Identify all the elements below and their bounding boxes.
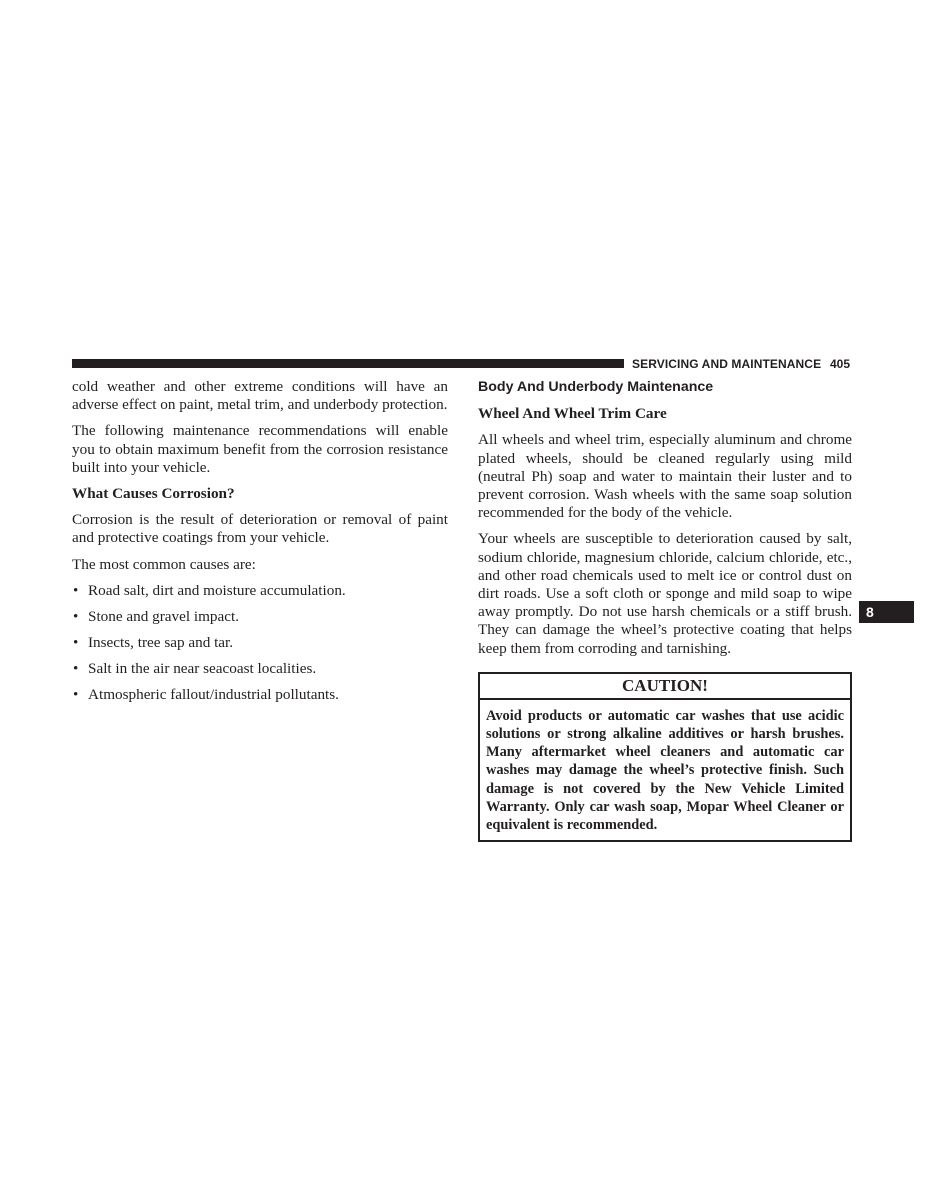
- list-item-text: Salt in the air near seacoast localities.: [88, 659, 317, 677]
- list-item: [72, 660, 448, 678]
- list-item-text: Atmospheric fallout/industrial pollutants.: [88, 685, 339, 703]
- bullet-icon: •: [73, 685, 79, 703]
- list-item-text: Insects, tree sap and tar.: [88, 633, 234, 651]
- section-heading: Body And Underbody Maintenance: [478, 379, 714, 395]
- bullet-icon: •: [73, 581, 79, 599]
- bullet-icon: •: [73, 607, 79, 625]
- wheel-care-subheading: Wheel And Wheel Trim Care: [478, 405, 667, 423]
- what-causes-corrosion-heading: What Causes Corrosion?: [72, 485, 235, 503]
- caution-title: CAUTION!: [480, 674, 850, 700]
- list-item-text: Stone and gravel impact.: [88, 607, 239, 625]
- list-item-text: Road salt, dirt and moisture accumulation.: [88, 581, 346, 599]
- chapter-tab: 8: [859, 601, 914, 623]
- recommendations-paragraph: The following maintenance recommendations will enable you to obtain maximum benefit from the corrosion resistance built into your vehicle.: [72, 422, 448, 476]
- wheel-deterioration-paragraph: Your wheels are susceptible to deterioration caused by salt, sodium chloride, magnesium chloride, calcium chloride, etc., and other road chemicals used to melt ice or control dust on dirt roads. Use a soft cloth or sponge and mild soap to wipe away promptly. Do not use harsh chemicals or a stiff brush. They can damage the wheel’s protective coating that helps keep them from corroding and tarnishing.: [478, 530, 852, 657]
- header-rule: [72, 359, 624, 368]
- left-column: [72, 378, 448, 712]
- running-header-title: SERVICING AND MAINTENANCE: [632, 357, 822, 371]
- list-item: [72, 582, 448, 600]
- caution-box: [478, 672, 852, 842]
- list-item: [72, 686, 448, 704]
- caution-text: Avoid products or automatic car washes that use acidic solutions or strong alkaline additives or harsh brushes. Many aftermarket wheel cleaners and automatic car washes may damage the wheel’s protective finish. Such damage is not covered by the New Vehicle Limited Warranty. Only car wash soap, Mopar Wheel Cleaner or equivalent is recommended.: [486, 707, 844, 834]
- common-causes-intro: The most common causes are:: [72, 555, 256, 573]
- intro-paragraph: cold weather and other extreme conditions will have an adverse effect on paint, metal trim, and underbody protection.: [72, 378, 448, 414]
- corrosion-definition-paragraph: Corrosion is the result of deterioration or removal of paint and protective coatings from your vehicle.: [72, 511, 448, 547]
- list-item: [72, 608, 448, 626]
- right-column: [478, 378, 852, 842]
- bullet-icon: •: [73, 633, 79, 651]
- causes-list: [72, 582, 448, 704]
- page-number: 405: [830, 357, 851, 371]
- list-item: [72, 634, 448, 652]
- wheel-cleaning-paragraph: All wheels and wheel trim, especially aluminum and chrome plated wheels, should be cleaned regularly using mild (neutral Ph) soap and water to maintain their luster and to prevent corrosion. Wash wheels with the same soap solution recommended for the body of the vehicle.: [478, 431, 852, 522]
- bullet-icon: •: [73, 659, 79, 677]
